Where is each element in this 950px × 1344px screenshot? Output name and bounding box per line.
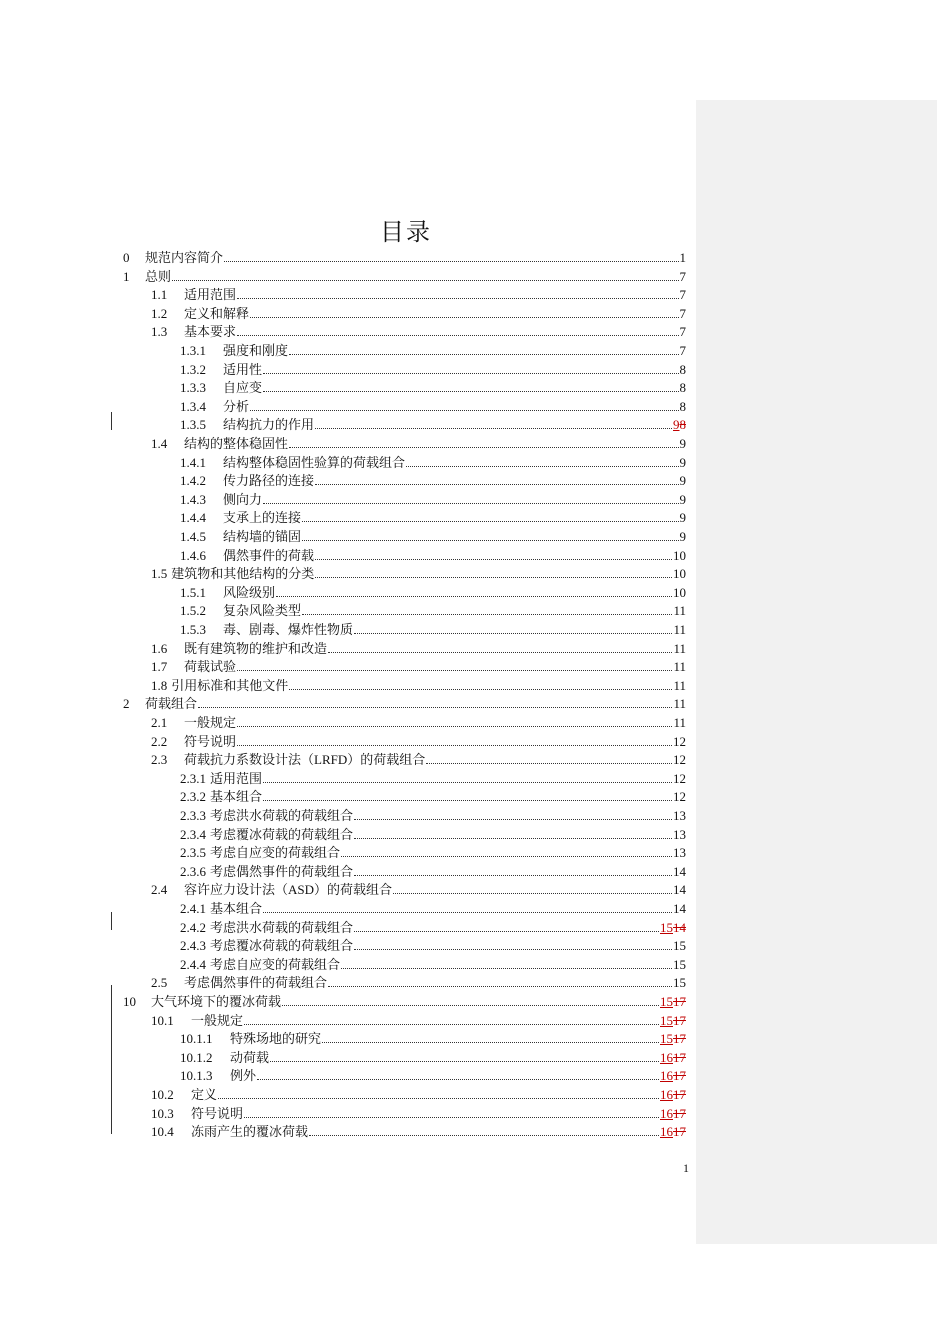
toc-entry[interactable] (151, 433, 686, 451)
toc-entry-number: 2.3.4 (180, 826, 206, 842)
toc-entry-label: 符号说明 (191, 1105, 244, 1121)
toc-entry-number: 2.3.5 (180, 845, 206, 861)
toc-entry-number: 10.2 (151, 1087, 174, 1102)
toc-entry[interactable] (151, 284, 686, 302)
toc-entry-page: 11 (673, 659, 686, 675)
toc-entry-page (660, 994, 686, 1009)
toc-entry[interactable] (180, 768, 686, 786)
dot-leader (309, 1134, 659, 1136)
toc-entry-label: 大气环境下的覆冰荷载 (151, 994, 282, 1009)
toc-entry-number: 1.3.4 (180, 398, 206, 414)
change-bar (111, 985, 112, 1134)
toc-entry-label: 考虑偶然事件的荷载组合 (210, 863, 354, 879)
dot-leader (237, 297, 678, 299)
toc-entry-page: 9 (679, 510, 686, 526)
toc-entry-label: 考虑洪水荷载的荷载组合 (210, 808, 354, 823)
toc-entry-label: 基本组合 (210, 789, 263, 805)
dot-leader (393, 892, 672, 894)
toc-entry[interactable] (180, 619, 686, 637)
toc-entry-number: 2.4.4 (180, 956, 206, 972)
toc-entry-page: 14 (673, 882, 686, 898)
dot-leader (250, 316, 678, 318)
toc-entry-number: 1.3.3 (180, 380, 206, 396)
dot-leader (237, 725, 672, 727)
toc-entry[interactable] (180, 917, 686, 935)
toc-entry[interactable] (180, 805, 686, 823)
toc-entry-page: 15 (673, 956, 686, 972)
page-number: 1 (683, 1161, 689, 1175)
deleted-page-number: 17 (673, 994, 686, 1009)
toc-entry[interactable] (180, 377, 686, 395)
dot-leader (426, 762, 672, 764)
toc-entry-label: 一般规定 (191, 1012, 244, 1028)
toc-entry-number: 1.5.1 (180, 584, 206, 600)
toc-entry[interactable] (180, 340, 686, 358)
toc-entry-label: 传力路径的连接 (223, 473, 315, 489)
dot-leader (315, 483, 678, 485)
dot-leader (237, 334, 678, 336)
dot-leader (354, 874, 672, 876)
toc-entry[interactable] (151, 675, 686, 693)
dot-leader (341, 967, 672, 969)
toc-entry-number: 1.8 (151, 677, 168, 693)
toc-entry-number: 10.1 (151, 1012, 174, 1028)
dot-leader (354, 930, 659, 932)
toc-entry-label: 考虑自应变的荷载组合 (210, 956, 341, 972)
toc-entry[interactable] (180, 786, 686, 804)
toc-entry[interactable] (151, 749, 686, 767)
dot-leader (237, 669, 672, 671)
toc-entry[interactable] (180, 414, 686, 432)
toc-entry-page: 9 (679, 473, 686, 489)
toc-entry-number: 2.3 (151, 752, 168, 768)
dot-leader (328, 985, 672, 987)
toc-entry[interactable] (180, 396, 686, 414)
toc-entry[interactable] (151, 879, 686, 897)
dot-leader (289, 446, 678, 448)
toc-entry[interactable] (151, 321, 686, 339)
toc-entry-number: 2.5 (151, 975, 168, 991)
deleted-page-number: 17 (673, 1031, 686, 1047)
toc-entry-number: 2.4 (151, 882, 168, 898)
toc-entry-number: 1.4 (151, 436, 168, 451)
deleted-page-number: 17 (673, 1105, 686, 1121)
toc-entry-page: 7 (679, 305, 686, 321)
deleted-page-number: 17 (673, 1068, 686, 1084)
toc-entry-label: 复杂风险类型 (223, 603, 302, 619)
dot-leader (263, 372, 678, 374)
toc-entry-page: 12 (673, 733, 686, 749)
toc-entry-label: 考虑覆冰荷载的荷载组合 (210, 826, 354, 842)
dot-leader (354, 818, 672, 820)
toc-entry-page: 11 (673, 603, 686, 619)
toc-entry-label: 适用性 (223, 361, 263, 377)
toc-entry-label: 偶然事件的荷载 (223, 547, 315, 563)
toc-entry-label: 结构墙的锚固 (223, 529, 302, 544)
toc-entry-number: 1.4.2 (180, 473, 206, 489)
toc-entry-number: 2.4.1 (180, 901, 206, 916)
toc-entry-page (660, 1050, 686, 1065)
toc-entry-label: 支承上的连接 (223, 510, 302, 526)
dot-leader (263, 502, 678, 504)
toc-entry-number: 2.3.6 (180, 863, 206, 879)
dot-leader (289, 353, 678, 355)
toc-entry-number: 2.4.3 (180, 938, 206, 954)
toc-entry-label: 一般规定 (184, 715, 237, 730)
dot-leader (302, 539, 678, 541)
toc-entry-label: 适用范围 (184, 287, 237, 303)
toc-entry[interactable] (180, 359, 686, 377)
toc-entry-page: 14 (673, 901, 686, 916)
toc-entry-number: 1.4.6 (180, 547, 206, 563)
dot-leader (263, 390, 678, 392)
toc-entry[interactable] (151, 731, 686, 749)
toc-entry-page: 9 (679, 529, 686, 544)
toc-entry-page: 1 (679, 250, 686, 265)
toc-entry-page: 11 (673, 622, 686, 637)
deleted-page-number: 14 (673, 919, 686, 935)
toc-entry[interactable] (180, 1065, 686, 1083)
revised-page-number: 16 (660, 1105, 673, 1121)
toc-entry-number: 2.3.1 (180, 770, 206, 786)
toc-entry-page: 12 (673, 770, 686, 786)
dot-leader (315, 576, 672, 578)
toc-entry-number: 1.4.5 (180, 529, 206, 544)
dot-leader (328, 651, 672, 653)
toc-entry[interactable] (180, 582, 686, 600)
toc-entry[interactable] (151, 972, 686, 990)
toc-entry-number: 1.5.3 (180, 622, 206, 637)
toc-entry[interactable] (180, 935, 686, 953)
change-bar (111, 912, 112, 930)
toc-entry-page (660, 1106, 686, 1121)
toc-entry-label: 强度和刚度 (223, 343, 289, 358)
toc-entry-label: 基本组合 (210, 901, 263, 916)
toc-entry[interactable] (180, 526, 686, 544)
toc-entry-number: 2.4.2 (180, 919, 206, 935)
toc-entry-page (660, 1087, 686, 1102)
toc-entry-label: 适用范围 (210, 770, 263, 786)
toc-entry-number: 1.6 (151, 640, 168, 656)
toc-entry-page: 10 (673, 566, 686, 582)
toc-entry-page: 8 (679, 361, 686, 377)
dot-leader (237, 744, 672, 746)
toc-entry[interactable] (151, 303, 686, 321)
toc-entry-page: 7 (679, 287, 686, 303)
toc-entry[interactable] (180, 1028, 686, 1046)
deleted-page-number: 17 (673, 1087, 686, 1102)
revised-page-number: 15 (660, 1012, 673, 1028)
toc-entry-page (660, 920, 686, 935)
deleted-page-number: 17 (673, 1012, 686, 1028)
revised-page-number: 16 (660, 1049, 673, 1065)
toc-title: 目录 (380, 218, 432, 246)
dot-leader (224, 260, 678, 262)
toc-entry-page: 7 (679, 343, 686, 358)
toc-entry-label: 总则 (145, 268, 172, 284)
toc-entry-label: 考虑偶然事件的荷载组合 (184, 975, 328, 991)
deleted-page-number: 17 (673, 1049, 686, 1065)
toc-entry-page: 11 (673, 715, 686, 730)
toc-entry-label: 结构整体稳固性验算的荷载组合 (223, 454, 406, 470)
deleted-page-number: 17 (673, 1124, 686, 1140)
toc-entry-label: 考虑洪水荷载的荷载组合 (210, 919, 354, 935)
toc-entry-label: 建筑物和其他结构的分类 (171, 566, 315, 582)
toc-entry[interactable] (151, 1010, 686, 1028)
toc-entry-number: 1.7 (151, 659, 168, 675)
toc-entry-label: 引用标准和其他文件 (171, 677, 289, 693)
change-bar (111, 412, 112, 430)
toc-entry-page: 9 (679, 491, 686, 507)
toc-entry-label: 符号说明 (184, 733, 237, 749)
toc-entry-label: 结构抗力的作用 (223, 417, 315, 433)
revised-page-number: 15 (660, 994, 673, 1009)
toc-entry[interactable] (151, 1103, 686, 1121)
dot-leader (172, 279, 678, 281)
toc-entry-number: 10.1.1 (180, 1031, 213, 1047)
toc-entry-page: 15 (673, 938, 686, 954)
toc-entry-number: 2.2 (151, 733, 168, 749)
dot-leader (289, 688, 672, 690)
toc-entry-number: 1.3.1 (180, 343, 206, 358)
dot-leader (302, 613, 672, 615)
toc-entry[interactable] (180, 507, 686, 525)
dot-leader (354, 837, 672, 839)
revised-page-number: 16 (660, 1068, 673, 1084)
revised-page-number: 16 (660, 1124, 673, 1140)
toc-entry-label: 定义和解释 (184, 305, 250, 321)
dot-leader (354, 632, 672, 634)
toc-entry[interactable] (180, 824, 686, 842)
toc-entry[interactable] (151, 563, 686, 581)
toc-entry-label: 例外 (230, 1068, 257, 1084)
dot-leader (315, 427, 672, 429)
toc-entry-page: 12 (673, 752, 686, 768)
dot-leader (282, 1004, 659, 1006)
toc-entry-number: 10.1.3 (180, 1068, 213, 1084)
dot-leader (354, 948, 672, 950)
toc-entry[interactable] (151, 656, 686, 674)
toc-entry-page: 10 (673, 584, 686, 600)
toc-entry-label: 规范内容简介 (145, 250, 224, 265)
toc-entry-number: 2 (123, 696, 130, 712)
toc-entry[interactable] (180, 470, 686, 488)
dot-leader (244, 1023, 659, 1025)
toc-entry-number: 1.3.5 (180, 417, 206, 433)
toc-entry[interactable] (151, 1121, 686, 1139)
toc-entry[interactable] (180, 842, 686, 860)
dot-leader (302, 520, 678, 522)
toc-entry-number: 1.4.1 (180, 454, 206, 470)
toc-entry-label: 动荷载 (230, 1049, 270, 1065)
toc-entry-number: 10 (123, 994, 136, 1009)
dot-leader (315, 558, 672, 560)
toc-entry-label: 毒、剧毒、爆炸性物质 (223, 622, 354, 637)
toc-entry-number: 0 (123, 250, 130, 265)
toc-entry-number: 1.3.2 (180, 361, 206, 377)
toc-entry-page: 8 (679, 380, 686, 396)
dot-leader (322, 1041, 659, 1043)
toc-entry-number: 1.4.4 (180, 510, 206, 526)
dot-leader (244, 1116, 659, 1118)
toc-entry-page: 15 (673, 975, 686, 991)
toc-entry[interactable] (180, 452, 686, 470)
dot-leader (341, 855, 672, 857)
toc-entry-label: 风险级别 (223, 584, 276, 600)
dot-leader (406, 465, 678, 467)
toc-entry-label: 自应变 (223, 380, 263, 396)
revised-page-number: 15 (660, 919, 673, 935)
toc-entry-page: 12 (673, 789, 686, 805)
dot-leader (263, 911, 672, 913)
toc-entry-label: 侧向力 (223, 491, 263, 507)
toc-entry-number: 1.4.3 (180, 491, 206, 507)
dot-leader (198, 706, 672, 708)
toc-entry[interactable] (180, 545, 686, 563)
toc-entry-page: 11 (673, 696, 686, 712)
toc-entry-page (673, 417, 686, 432)
toc-entry-page: 14 (673, 863, 686, 879)
toc-entry-number: 1.2 (151, 305, 168, 321)
toc-entry-page: 9 (679, 436, 686, 451)
revised-page-number: 15 (660, 1031, 673, 1047)
revised-page-number: 16 (660, 1087, 673, 1102)
dot-leader (257, 1078, 659, 1080)
toc-entry-number: 1.5 (151, 566, 168, 582)
toc-entry[interactable] (123, 247, 686, 265)
toc-entry[interactable] (151, 638, 686, 656)
toc-entry[interactable] (180, 954, 686, 972)
toc-entry-label: 荷载试验 (184, 659, 237, 675)
toc-entry-page: 11 (673, 677, 686, 693)
toc-entry-page: 7 (679, 324, 686, 340)
toc-entry[interactable] (180, 898, 686, 916)
toc-entry-number: 2.3.3 (180, 808, 206, 823)
dot-leader (276, 595, 672, 597)
toc-entry-label: 既有建筑物的维护和改造 (184, 640, 328, 656)
toc-entry-label: 定义 (191, 1087, 218, 1102)
toc-entry-label: 荷载抗力系数设计法（LRFD）的荷载组合 (184, 752, 426, 768)
toc-entry[interactable] (151, 1084, 686, 1102)
toc-entry-page: 13 (673, 808, 686, 823)
toc-entry-label: 冻雨产生的覆冰荷载 (191, 1124, 309, 1140)
toc-entry-page: 9 (679, 454, 686, 470)
toc-entry-number: 10.1.2 (180, 1049, 213, 1065)
toc-entry-page: 13 (673, 826, 686, 842)
toc-entry-number: 1 (123, 268, 130, 284)
dot-leader (263, 799, 672, 801)
toc-entry-number: 2.3.2 (180, 789, 206, 805)
toc-entry[interactable] (151, 712, 686, 730)
dot-leader (263, 781, 672, 783)
toc-entry-page: 13 (673, 845, 686, 861)
toc-entry-label: 荷载组合 (145, 696, 198, 712)
toc-entry-page (660, 1124, 686, 1139)
toc-entry-number: 1.3 (151, 324, 168, 340)
toc-entry-page: 10 (673, 547, 686, 563)
toc-entry-number: 10.4 (151, 1124, 174, 1140)
toc-entry-number: 2.1 (151, 715, 168, 730)
dot-leader (250, 409, 678, 411)
toc-entry-number: 1.5.2 (180, 603, 206, 619)
deleted-page-number: 8 (679, 417, 686, 433)
toc-entry-page: 11 (673, 640, 686, 656)
toc-entry[interactable] (123, 266, 686, 284)
toc-entry[interactable] (123, 991, 686, 1009)
toc-entry-label: 基本要求 (184, 324, 237, 340)
toc-entry-label: 分析 (223, 398, 250, 414)
toc-entry-label: 特殊场地的研究 (230, 1031, 322, 1047)
toc-entry-label: 结构的整体稳固性 (184, 436, 289, 451)
dot-leader (218, 1097, 659, 1099)
toc-entry-page: 8 (679, 398, 686, 414)
toc-entry[interactable] (180, 489, 686, 507)
toc-entry-label: 容许应力设计法（ASD）的荷载组合 (184, 882, 393, 898)
toc-entry-label: 考虑覆冰荷载的荷载组合 (210, 938, 354, 954)
toc-entry-number: 10.3 (151, 1105, 174, 1121)
toc-entry-page (660, 1068, 686, 1083)
toc-entry[interactable] (123, 693, 686, 711)
dot-leader (270, 1060, 659, 1062)
toc-entry[interactable] (180, 600, 686, 618)
toc-entry-page (660, 1031, 686, 1046)
toc-entry[interactable] (180, 1047, 686, 1065)
revised-page-number: 9 (673, 417, 680, 433)
toc-entry-page (660, 1013, 686, 1028)
toc-entry-number: 1.1 (151, 287, 168, 303)
toc-entry-page: 7 (679, 268, 686, 284)
toc-entry[interactable] (180, 861, 686, 879)
toc-entry-label: 考虑自应变的荷载组合 (210, 845, 341, 861)
